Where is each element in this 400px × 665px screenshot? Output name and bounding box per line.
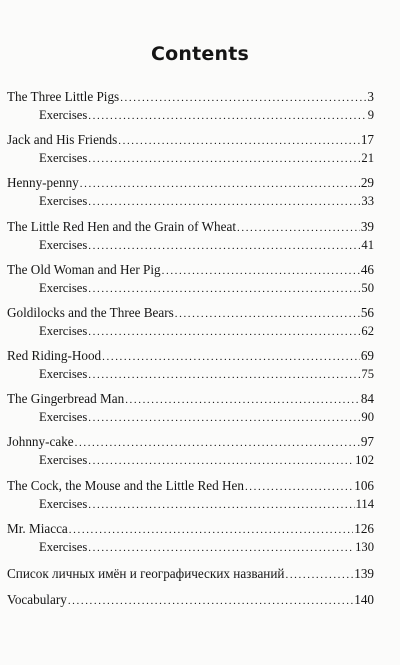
toc-subentry-page: 41 <box>361 238 374 252</box>
toc-entry-page: 69 <box>360 348 374 363</box>
toc-subentry-title: Exercises <box>39 238 88 252</box>
toc-subentry-title: Exercises <box>39 324 88 338</box>
dot-leader <box>88 280 360 298</box>
toc-entry-title: Johnny-cake <box>7 434 74 449</box>
dot-leader <box>88 150 360 168</box>
dot-leader <box>245 478 353 496</box>
toc-entry <box>7 88 374 106</box>
dot-leader <box>88 496 354 514</box>
toc-entry <box>7 347 374 365</box>
toc-subentry <box>39 495 374 513</box>
toc-subentry-title: Exercises <box>39 540 88 554</box>
dot-leader <box>68 592 353 610</box>
toc-subentry <box>39 279 374 297</box>
toc-entry-title: Vocabulary <box>7 592 67 607</box>
dot-leader <box>175 305 360 323</box>
toc-entry-page: 29 <box>360 175 374 190</box>
dot-leader <box>88 539 354 557</box>
toc-subentry-title: Exercises <box>39 108 88 122</box>
dot-leader <box>80 175 360 193</box>
toc-subentry-page: 102 <box>355 453 374 467</box>
toc-entry-page: 139 <box>354 566 374 581</box>
toc-subentry-page: 9 <box>367 108 374 122</box>
dot-leader <box>102 348 360 366</box>
toc-entry-name-index <box>7 565 374 583</box>
toc-entry-page: 39 <box>360 219 374 234</box>
toc-subentry <box>39 322 374 340</box>
toc-subentry-page: 33 <box>361 194 374 208</box>
toc-entry <box>7 131 374 149</box>
dot-leader <box>125 391 360 409</box>
toc-subentry <box>39 451 374 469</box>
toc-entry-title: Red Riding-Hood <box>7 348 102 363</box>
toc-subentry-page: 75 <box>361 367 374 381</box>
toc-subentry-page: 21 <box>361 151 374 165</box>
toc-entry-title: Henny-penny <box>7 175 79 190</box>
toc-entry-title: The Three Little Pigs <box>7 89 120 104</box>
toc-entry-title: The Little Red Hen and the Grain of Wheat <box>7 219 236 234</box>
dot-leader <box>88 409 360 427</box>
dot-leader <box>88 237 360 255</box>
toc-entry-page: 46 <box>360 262 374 277</box>
toc-entry <box>7 390 374 408</box>
toc-subentry <box>39 236 374 254</box>
toc-entry <box>7 304 374 322</box>
toc-subentry-page: 114 <box>355 497 374 511</box>
dot-leader <box>88 193 360 211</box>
toc-entry-page: 17 <box>360 132 374 147</box>
toc-entry-title: Mr. Miacca <box>7 521 68 536</box>
dot-leader <box>237 219 360 237</box>
toc-entry-title: The Old Woman and Her Pig <box>7 262 161 277</box>
toc-entry-page: 140 <box>354 592 374 607</box>
toc-subentry <box>39 149 374 167</box>
dot-leader <box>88 366 360 384</box>
toc-subentry-title: Exercises <box>39 194 88 208</box>
toc-entry <box>7 477 374 495</box>
toc-entry <box>7 433 374 451</box>
toc-entry-page: 97 <box>360 434 374 449</box>
toc-entry-title: Jack and His Friends <box>7 132 118 147</box>
toc-entry-title: Список личных имён и географических названий <box>7 566 285 581</box>
toc-entry-page: 3 <box>367 89 374 104</box>
toc-subentry-title: Exercises <box>39 453 88 467</box>
toc-entry <box>7 174 374 192</box>
toc-subentry-title: Exercises <box>39 367 88 381</box>
toc-entry-page: 56 <box>360 305 374 320</box>
toc-subentry-page: 50 <box>361 281 374 295</box>
page-title: Contents <box>150 43 249 65</box>
toc-subentry <box>39 408 374 426</box>
toc-subentry-title: Exercises <box>39 281 88 295</box>
dot-leader <box>69 521 353 539</box>
toc-subentry <box>39 538 374 556</box>
toc-subentry-page: 130 <box>355 540 374 554</box>
dot-leader <box>88 107 366 125</box>
toc-entry-page: 84 <box>360 391 374 406</box>
toc-subentry-page: 90 <box>361 410 374 424</box>
toc-entry <box>7 520 374 538</box>
toc-entry-title: The Cock, the Mouse and the Little Red Hen <box>7 478 244 493</box>
toc-entry-title: Goldilocks and the Three Bears <box>7 305 174 320</box>
toc-entry-page: 126 <box>354 521 374 536</box>
dot-leader <box>88 323 360 341</box>
toc-subentry <box>39 106 374 124</box>
toc-entry <box>7 261 374 279</box>
dot-leader <box>120 89 366 107</box>
dot-leader <box>88 452 354 470</box>
toc-subentry-page: 62 <box>361 324 374 338</box>
toc-subentry <box>39 192 374 210</box>
toc-subentry-title: Exercises <box>39 410 88 424</box>
toc-subentry-title: Exercises <box>39 151 88 165</box>
dot-leader <box>162 262 360 280</box>
toc-subentry-title: Exercises <box>39 497 88 511</box>
dot-leader <box>75 434 360 452</box>
toc-entry-vocabulary <box>7 591 374 609</box>
dot-leader <box>285 566 353 584</box>
dot-leader <box>118 132 360 150</box>
toc-entry-title: The Gingerbread Man <box>7 391 125 406</box>
toc-subentry <box>39 365 374 383</box>
toc-entry <box>7 218 374 236</box>
toc-entry-page: 106 <box>354 478 374 493</box>
